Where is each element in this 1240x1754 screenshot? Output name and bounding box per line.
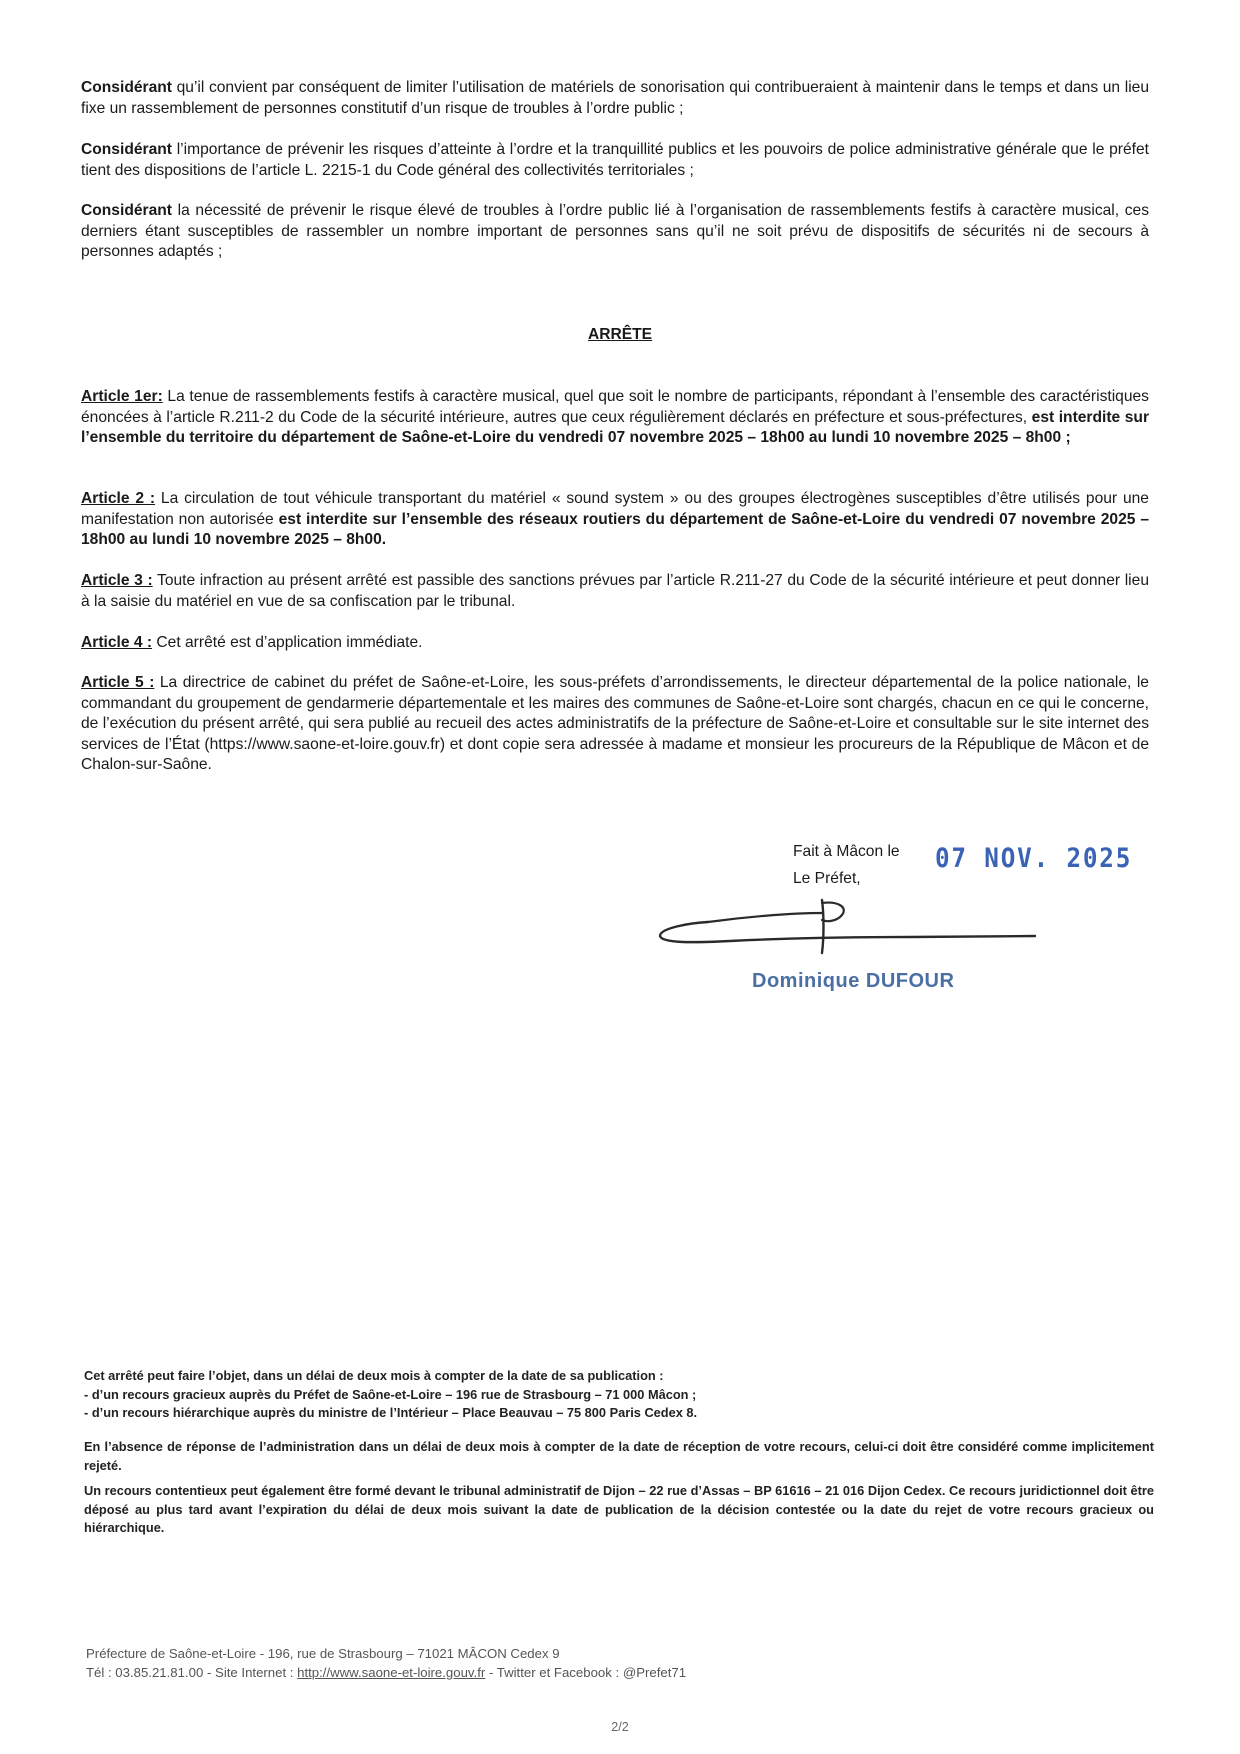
article-label: Article 2 : — [81, 490, 156, 507]
signature-place: Fait à Mâcon le — [793, 843, 900, 860]
considerant-2 — [81, 140, 1149, 181]
article-text: La circulation de tout véhicule transportant du matériel « sound system » ou des groupes électrogènes susceptibles d’être utilisés pour une manifestation non autorisée — [81, 490, 1149, 528]
article-bold-text: est interdite sur l’ensemble du territoire du département de Saône-et-Loire du vendredi 07 novembre 2025 – 18h00 au lundi 10 novembre 2025 – 8h00 ; — [81, 408, 1150, 446]
article-label: Article 3 : — [81, 572, 153, 589]
legal-line: - d’un recours hiérarchique auprès du ministre de l’Intérieur – Place Beauvau – 75 800 Paris Cedex 8. — [84, 1405, 698, 1420]
legal-implicit-reject: En l’absence de réponse de l’administration dans un délai de deux mois à compter de la date de réception de votre recours, celui-ci doit être considéré comme implicitement rejeté. — [84, 1439, 1154, 1473]
considerant-text: la nécessité de prévenir le risque élevé de troubles à l’ordre public lié à l’organisation de rassemblements festifs à caractère musical, ces derniers étant susceptibles de rassembler un nombre important de personnes sans qu’il ne soit prévu de dispositifs de sécurités ni de secours à personnes adaptés ; — [81, 202, 1149, 260]
signature-role: Le Préfet, — [793, 870, 861, 887]
article-label: Article 1er: — [81, 388, 163, 405]
arrete-title: ARRÊTE — [587, 326, 653, 343]
article-text: La tenue de rassemblements festifs à caractère musical, quel que soit le nombre de participants, répondant à l’ensemble des caractéristiques énoncées à l’article R.211-2 du Code de la sécurité intérieure, autres que ceux régulièrement déclarés en préfecture et sous-préfectures, — [81, 388, 1149, 426]
article-text: Cet arrêté est d’application immédiate. — [152, 634, 423, 651]
considerant-label: Considérant — [81, 202, 172, 219]
considerant-text: qu’il convient par conséquent de limiter l’utilisation de matériels de sonorisation qui contribueraient à maintenir dans le temps et dans un lieu fixe un rassemblement de personnes constitutif d’un risque de troubles à l’ordre public ; — [81, 79, 1149, 117]
considerant-text: l’importance de prévenir les risques d’atteinte à l’ordre et la tranquillité publics et les pouvoirs de police administrative générale que le préfet tient des dispositions de l’article L. 2215-1 du Code général des collectivités territoriales ; — [81, 141, 1149, 179]
footer-address: Préfecture de Saône-et-Loire - 196, rue de Strasbourg – 71021 MÂCON Cedex 9 — [86, 1646, 560, 1661]
article-text: La directrice de cabinet du préfet de Saône-et-Loire, les sous-préfets d’arrondissements, le directeur départemental de la police nationale, le commandant du groupement de gendarmerie départementale et les maires des communes de Saône-et-Loire sont chargés, chacun en ce qui le concerne, de l’exécution du présent arrêté, qui sera publié au recueil des actes administratifs de la préfecture de Saône-et-Loire et consultable sur le site internet des services de l’État (https://www.saone-et-loire.gouv.fr) et dont copie sera adressée à madame et monsieur les procureurs de la République de Mâcon et de Chalon-sur-Saône. — [81, 674, 1149, 773]
legal-contentious-recourse: Un recours contentieux peut également être formé devant le tribunal administratif de Dijon – 22 rue d’Assas – BP 61616 – 21 016 Dijon Cedex. Ce recours juridictionnel doit être déposé au plus tard avant l’expiration du délai de deux mois suivant la date de publication de la décision contestée ou la date du rejet de votre recours gracieux ou hiérarchique. — [84, 1483, 1154, 1535]
considerant-label: Considérant — [81, 141, 172, 158]
considerant-1 — [81, 78, 1149, 119]
article-label: Article 4 : — [81, 634, 153, 651]
article-3 — [81, 571, 1149, 612]
footer-tel: Tél : 03.85.21.81.00 - Site Internet : — [86, 1665, 298, 1680]
signatory-name: Dominique DUFOUR — [752, 970, 955, 992]
article-1 — [81, 387, 1149, 449]
article-2 — [81, 489, 1149, 551]
article-label: Article 5 : — [81, 674, 155, 691]
page-number: 2/2 — [611, 1720, 629, 1734]
article-text: Toute infraction au présent arrêté est passible des sanctions prévues par l’article R.211-27 du Code de la sécurité intérieure et peut donner lieu à la saisie du matériel en vue de sa confiscation par le tribunal. — [81, 572, 1149, 610]
handwritten-signature — [650, 895, 1040, 955]
footer-contact — [86, 1663, 686, 1682]
legal-line: - d’un recours gracieux auprès du Préfet de Saône-et-Loire – 196 rue de Strasbourg – 71 000 Mâcon ; — [84, 1386, 697, 1402]
article-4 — [81, 633, 1149, 654]
footer-social: - Twitter et Facebook : @Prefet71 — [485, 1665, 687, 1680]
considerant-3 — [81, 201, 1149, 263]
date-stamp: 07 NOV. 2025 — [935, 843, 1133, 874]
article-bold-text: est interdite sur l’ensemble des réseaux routiers du département de Saône-et-Loire du vendredi 07 novembre 2025 – 18h00 au lundi 10 novembre 2025 – 8h00. — [81, 510, 1149, 548]
considerant-label: Considérant — [81, 79, 172, 96]
article-5 — [81, 673, 1149, 776]
footer-website-link[interactable]: http://www.saone-et-loire.gouv.fr — [297, 1665, 486, 1680]
legal-line: Cet arrêté peut faire l’objet, dans un délai de deux mois à compter de la date de sa publication : — [84, 1368, 664, 1383]
legal-recourse-intro — [84, 1367, 1154, 1423]
